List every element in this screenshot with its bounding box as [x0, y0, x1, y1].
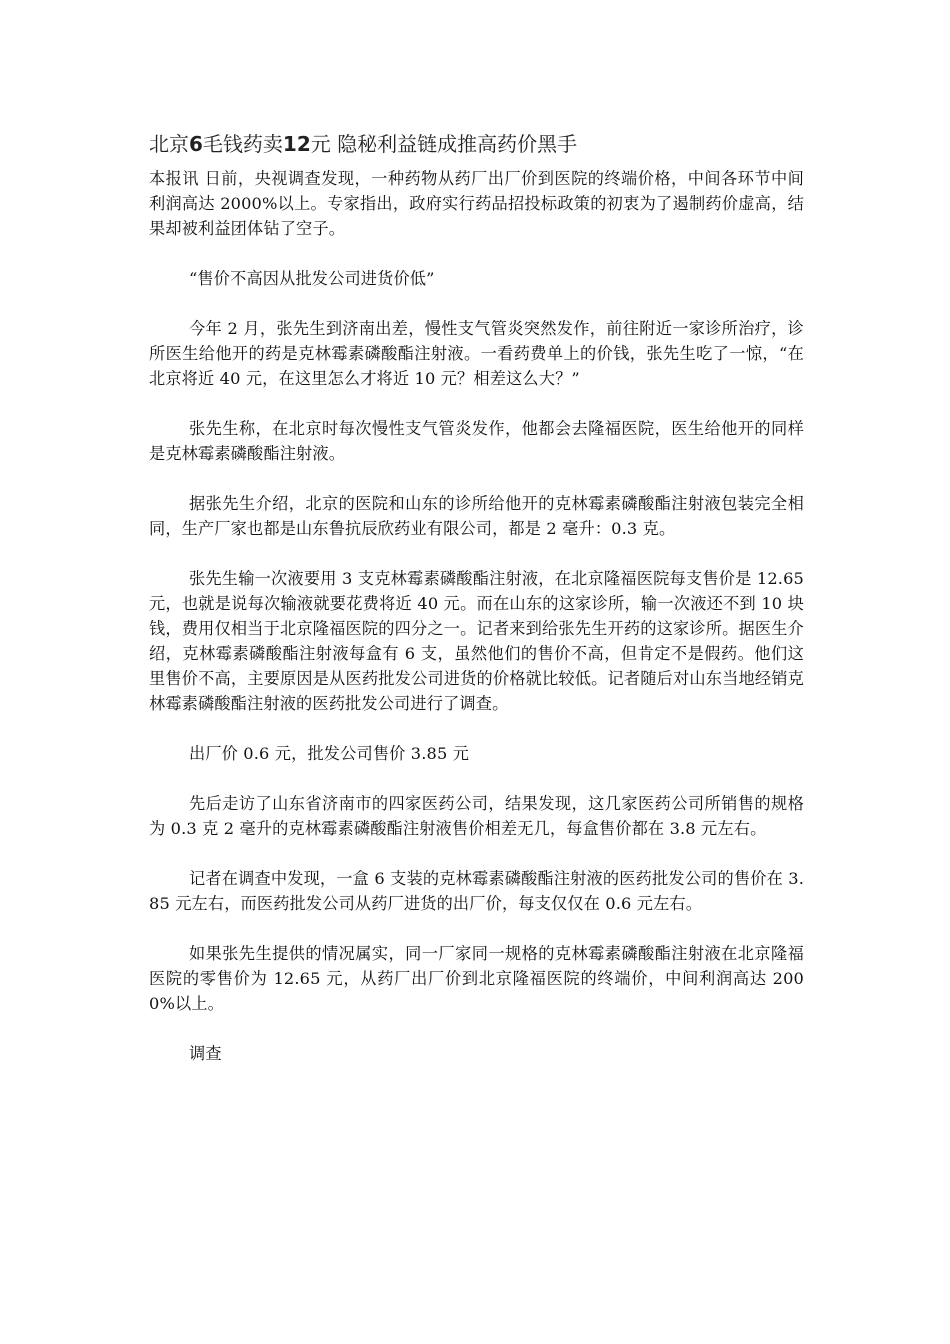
paragraph: 据张先生介绍，北京的医院和山东的诊所给他开的克林霉素磷酸酯注射液包装完全相同，生产厂家也都是山东鲁抗辰欣药业有限公司，都是 2 毫升：0.3 克。	[149, 494, 804, 538]
title-number-2: 12	[282, 132, 311, 156]
paragraph-lead: 本报讯 日前，央视调查发现，一种药物从药厂出厂价到医院的终端价格，中间各环节中间利润高达 2000%以上。专家指出，政府实行药品招投标政策的初衷为了遏制药价虚高，结果却被利益团体钻了空子。	[149, 169, 804, 238]
section-heading-factory-price: 出厂价 0.6 元，批发公司售价 3.85 元	[189, 744, 470, 763]
paragraph: 张先生称，在北京时每次慢性支气管炎发作，他都会去隆福医院，医生给他开的同样是克林霉素磷酸酯注射液。	[149, 419, 804, 463]
title-part-3: 元 隐秘利益链成推高药价黑手	[310, 132, 578, 156]
article-title	[149, 128, 804, 160]
paragraph: 先后走访了山东省济南市的四家医药公司，结果发现，这几家医药公司所销售的规格为 0.3 克 2 毫升的克林霉素磷酸酯注射液售价相差无几，每盒售价都在 3.8 元左右。	[149, 794, 804, 838]
article-body	[149, 128, 804, 1091]
section-heading-price: “售价不高因从批发公司进货价低”	[189, 269, 435, 288]
section-heading-investigation: 调查	[189, 1044, 222, 1063]
title-number-1: 6	[189, 132, 203, 156]
paragraph: 今年 2 月，张先生到济南出差，慢性支气管炎突然发作，前往附近一家诊所治疗，诊所医生给他开的药是克林霉素磷酸酯注射液。一看药费单上的价钱，张先生吃了一惊，“在北京将近 40 元，在这里怎么才将近 10 元？相差这么大？”	[149, 319, 804, 388]
paragraph: 记者在调查中发现，一盒 6 支装的克林霉素磷酸酯注射液的医药批发公司的售价在 3.85 元左右，而医药批发公司从药厂进货的出厂价，每支仅仅在 0.6 元左右。	[149, 869, 804, 913]
paragraph: 如果张先生提供的情况属实，同一厂家同一规格的克林霉素磷酸酯注射液在北京隆福医院的零售价为 12.65 元，从药厂出厂价到北京隆福医院的终端价，中间利润高达 2000%以上。	[149, 944, 804, 1013]
title-part-2: 毛钱药卖	[202, 132, 283, 156]
paragraph: 张先生输一次液要用 3 支克林霉素磷酸酯注射液，在北京隆福医院每支售价是 12.65 元，也就是说每次输液就要花费将近 40 元。而在山东的这家诊所，输一次液还不到 10 块钱，费用仅相当于北京隆福医院的四分之一。记者来到给张先生开药的这家诊所。据医生介绍，克林霉素磷酸酯注射液每盒有 6 支，虽然他们的售价不高，但肯定不是假药。他们这里售价不高，主要原因是从医药批发公司进货的价格就比较低。记者随后对山东当地经销克林霉素磷酸酯注射液的医药批发公司进行了调查。	[149, 569, 804, 713]
title-part-1: 北京	[149, 132, 189, 156]
